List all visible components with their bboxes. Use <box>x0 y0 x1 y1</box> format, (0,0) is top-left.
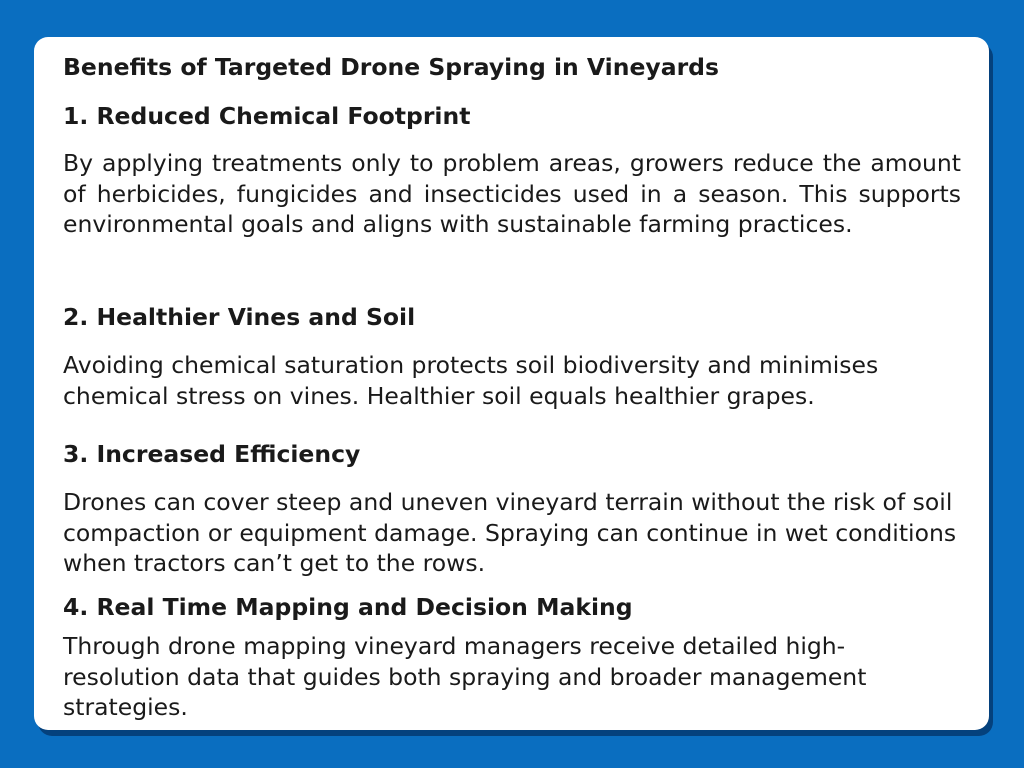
section-body-1: By applying treatments only to problem areas, growers reduce the amount of herbicides, fungicides and insecticides used in a season. This supports environmental goals and aligns with sustainable farming practices. <box>63 149 961 238</box>
section-heading-3: 3. Increased Efficiency <box>63 440 361 468</box>
section-body-3: Drones can cover steep and uneven vineyard terrain without the risk of soil compaction or equipment damage. Spraying can continue in wet conditions when tractors can’t get to the rows. <box>63 488 957 577</box>
slide-title: Benefits of Targeted Drone Spraying in Vineyards <box>63 53 719 81</box>
content-card <box>34 37 989 730</box>
section-heading-1: 1. Reduced Chemical Footprint <box>63 102 471 130</box>
section-body-2: Avoiding chemical saturation protects soil biodiversity and minimises chemical stress on vines. Healthier soil equals healthier grapes. <box>63 351 879 410</box>
section-body-4: Through drone mapping vineyard managers receive detailed high-resolution data that guides both spraying and broader management strategies. <box>63 632 867 721</box>
section-heading-2: 2. Healthier Vines and Soil <box>63 303 416 331</box>
section-heading-4: 4. Real Time Mapping and Decision Making <box>63 593 633 621</box>
